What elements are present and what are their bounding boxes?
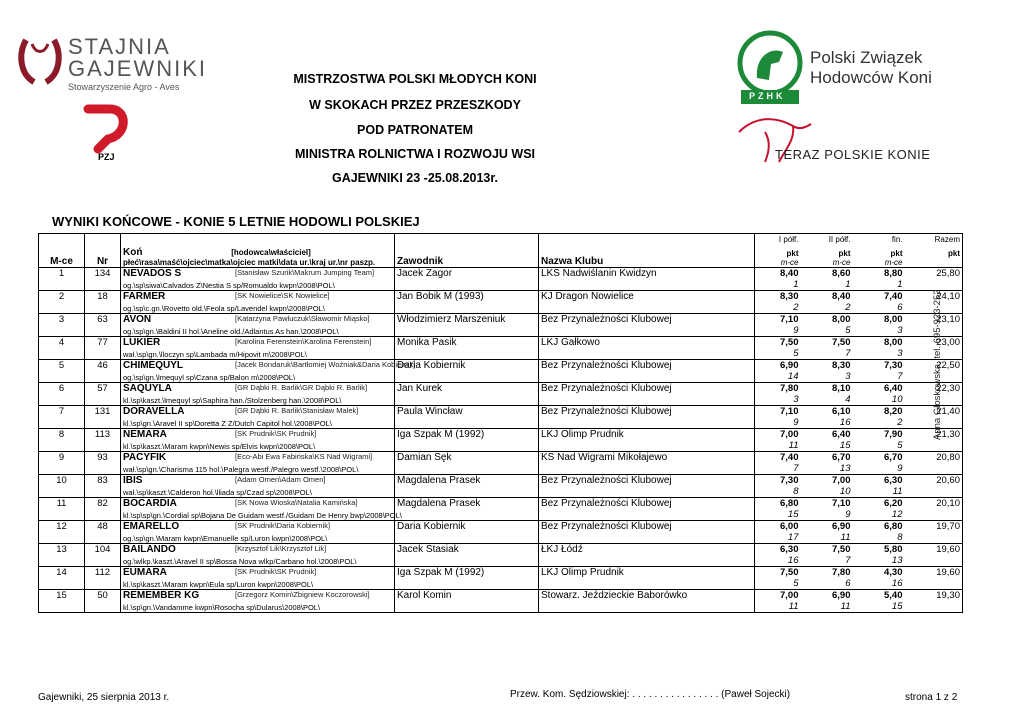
cell-number: 112 — [85, 567, 121, 590]
cell-number: 48 — [85, 521, 121, 544]
pzj-label: PZJ — [98, 152, 115, 162]
cell-score3: 5,40 — [853, 590, 905, 602]
horseshoe-icon — [18, 34, 62, 86]
cell-pedigree: kl.\sp\sp\gn.\Cordial sp\Bojana De Guidam westf./Guidam De Henry bwp\2008\POL\ — [121, 509, 395, 521]
header-hodowca: [hodowca\właściciel] — [231, 248, 311, 257]
cell-rank1: 9 — [755, 325, 801, 337]
cell-score1: 7,50 — [755, 337, 801, 349]
cell-score1: 8,40 — [755, 268, 801, 280]
cell-horse: SAQUYLA — [123, 383, 172, 394]
cell-owner: [Karolina Ferenstein\Karolina Ferenstein] — [235, 337, 372, 346]
cell-pedigree: og.\sp\c.gn.\Rovetto old.\Feola sp/Lavendel kwpn\2008\POL\ — [121, 302, 395, 314]
cell-horse: PACYFIK — [123, 452, 167, 463]
table-row — [39, 590, 963, 602]
cell-pedigree: kl.\sp\kaszt.\Maram kwpn\Newis sp/Elvis kwpn\2008\POL\ — [121, 440, 395, 452]
cell-score3: 7,40 — [853, 291, 905, 303]
cell-position: 3 — [39, 314, 85, 337]
table-row — [39, 498, 963, 510]
cell-rank2: 7 — [845, 555, 851, 566]
cell-rank1: 16 — [755, 555, 801, 567]
cell-club: Bez Przynależności Klubowej — [539, 498, 755, 521]
cell-rank1: 15 — [755, 509, 801, 521]
cell-total: 20,60 — [905, 475, 963, 487]
cell-score2: 6,40 — [801, 429, 853, 441]
cell-owner: [SK Prudnik\SK Prudnik] — [235, 429, 317, 438]
cell-rank2: 5 — [845, 325, 851, 336]
cell-rank2: 4 — [845, 394, 851, 405]
cell-club: KJ Dragon Nowielice — [539, 291, 755, 314]
cell-score3: 4,30 — [853, 567, 905, 579]
cell-club: Bez Przynależności Klubowej — [539, 521, 755, 544]
cell-score3: 6,70 — [853, 452, 905, 464]
table-row — [39, 291, 963, 303]
table-row — [39, 544, 963, 556]
stajnia-line1: STAJNIA — [68, 34, 171, 59]
footer-date: Gajewniki, 25 sierpnia 2013 r. — [38, 692, 170, 703]
footer-page: strona 1 z 2 — [905, 692, 958, 703]
table-row — [39, 452, 963, 464]
cell-club: LKS Nadwiślanin Kwidzyn — [539, 268, 755, 291]
cell-rank1: 11 — [755, 601, 801, 613]
header-r1: I półf. — [755, 234, 801, 245]
cell-position: 4 — [39, 337, 85, 360]
cell-score3: 8,00 — [853, 337, 905, 349]
pzj-emblem-icon — [80, 105, 135, 153]
cell-score2: 8,30 — [801, 360, 853, 372]
cell-rank1: 9 — [755, 417, 801, 429]
cell-club: Bez Przynależności Klubowej — [539, 475, 755, 498]
table-row — [39, 475, 963, 487]
cell-score2: 7,50 — [801, 544, 853, 556]
cell-score1: 6,30 — [755, 544, 801, 556]
cell-rank1: 7 — [755, 463, 801, 475]
cell-rank3: 16 — [891, 578, 903, 589]
pzj-logo — [80, 105, 135, 165]
cell-owner: [SK Nowa Wioska\Natalia Kamińska] — [235, 498, 358, 507]
cell-rider: Damian Sęk — [395, 452, 539, 475]
cell-score1: 7,10 — [755, 314, 801, 326]
cell-position: 1 — [39, 268, 85, 291]
cell-score3: 8,20 — [853, 406, 905, 418]
header-line2: W SKOKACH PRZEZ PRZESZKODY — [309, 98, 521, 112]
cell-score3: 8,00 — [853, 314, 905, 326]
table-row — [39, 383, 963, 395]
cell-total: 22,50 — [905, 360, 963, 372]
cell-rider: Paula Wincław — [395, 406, 539, 429]
table-row — [39, 567, 963, 579]
cell-owner: [Adam Omen\Adam Omen] — [235, 475, 326, 484]
cell-rider: Jan Bobik M (1993) — [395, 291, 539, 314]
cell-total: 19,70 — [905, 521, 963, 533]
cell-owner: [Grzegorz Komin\Zbigniew Koczorowski] — [235, 590, 370, 599]
cell-position: 12 — [39, 521, 85, 544]
cell-score1: 8,30 — [755, 291, 801, 303]
header-line1: MISTRZOSTWA POLSKI MŁODYCH KONI — [293, 72, 537, 86]
cell-score2: 8,40 — [801, 291, 853, 303]
header-zawodnik: Zawodnik — [395, 244, 539, 268]
cell-rider: Daria Kobiernik — [395, 521, 539, 544]
stajnia-gajewniki-logo — [18, 32, 208, 92]
cell-rank3: 3 — [897, 348, 903, 359]
pzhk-badge: PZHK — [749, 91, 786, 101]
cell-rider: Iga Szpak M (1992) — [395, 429, 539, 452]
header-pkt3: pkt — [890, 249, 903, 258]
cell-rider: Iga Szpak M (1992) — [395, 567, 539, 590]
cell-position: 7 — [39, 406, 85, 429]
cell-rank1: 5 — [755, 578, 801, 590]
table-row — [39, 521, 963, 533]
cell-pedigree: og.\sp\gn.\Maram kwpn\Emanuelle sp/Luron kwpn\2008\POL\ — [121, 532, 395, 544]
cell-rank3: 13 — [891, 555, 903, 566]
cell-total: 24,10 — [905, 291, 963, 303]
cell-score3: 7,90 — [853, 429, 905, 441]
cell-score2: 8,10 — [801, 383, 853, 395]
cell-rider: Magdalena Prasek — [395, 498, 539, 521]
cell-score2: 8,60 — [801, 268, 853, 280]
cell-horse: DORAVELLA — [123, 406, 185, 417]
cell-owner: [Stanisław Szurik\Makrum Jumping Team] — [235, 268, 375, 277]
cell-rank3: 3 — [897, 325, 903, 336]
cell-total: 23,10 — [905, 314, 963, 326]
cell-pedigree: og.\sp\gn.\lmequyl sp\Czana sp/Balon m\2008\POL\ — [121, 371, 395, 383]
header-pkt2: pkt — [838, 249, 851, 258]
cell-total: 25,80 — [905, 268, 963, 280]
cell-horse: NEMARA — [123, 429, 167, 440]
header-kon: Koń — [123, 247, 143, 258]
cell-horse: EMARELLO — [123, 521, 180, 532]
cell-number: 104 — [85, 544, 121, 567]
cell-number: 134 — [85, 268, 121, 291]
cell-rank2: 1 — [845, 279, 851, 290]
cell-score3: 6,30 — [853, 475, 905, 487]
cell-horse: CHIMEQUYL — [123, 360, 183, 371]
cell-rider: Włodzimierz Marszeniuk — [395, 314, 539, 337]
cell-score1: 7,80 — [755, 383, 801, 395]
cell-rank2: 6 — [845, 578, 851, 589]
cell-number: 50 — [85, 590, 121, 613]
cell-position: 14 — [39, 567, 85, 590]
cell-rank3: 10 — [891, 394, 903, 405]
teraz-polskie-konie-logo — [735, 112, 935, 172]
header-line4: MINISTRA ROLNICTWA I ROZWOJU WSI — [294, 147, 536, 161]
table-row — [39, 337, 963, 349]
cell-club: Stowarz. Jeździeckie Baborówko — [539, 590, 755, 613]
cell-rank1: 5 — [755, 348, 801, 360]
cell-position: 15 — [39, 590, 85, 613]
table-row — [39, 268, 963, 280]
cell-total: 19,60 — [905, 567, 963, 579]
cell-pedigree: wał.\sp\gn.\lloczyn sp\Lambada m/Hipovit m\2008\POL\ — [121, 348, 395, 360]
cell-rider: Jacek Stasiak — [395, 544, 539, 567]
cell-owner: [SK Prudnik\SK Prudnik] — [235, 567, 317, 576]
cell-horse: FARMER — [123, 291, 166, 302]
cell-position: 2 — [39, 291, 85, 314]
cell-score1: 6,90 — [755, 360, 801, 372]
cell-number: 46 — [85, 360, 121, 383]
cell-rider: Jacek Zagor — [395, 268, 539, 291]
table-row — [39, 406, 963, 418]
cell-position: 11 — [39, 498, 85, 521]
cell-rank3: 7 — [897, 371, 903, 382]
header-mce: M-ce — [39, 244, 85, 268]
cell-rank2: 11 — [801, 601, 853, 613]
cell-total: 21,40 — [905, 406, 963, 418]
cell-rank3: 1 — [897, 279, 903, 290]
cell-score1: 7,10 — [755, 406, 801, 418]
cell-club: Bez Przynależności Klubowej — [539, 383, 755, 406]
cell-total: 21,30 — [905, 429, 963, 441]
cell-rank2: 3 — [845, 371, 851, 382]
cell-rider: Monika Pasik — [395, 337, 539, 360]
cell-score1: 7,00 — [755, 590, 801, 602]
cell-total: 20,80 — [905, 452, 963, 464]
cell-rank2: 15 — [839, 440, 851, 451]
cell-owner: [Jacek Bondaruk\Bartłomiej Woźniak&Daria Kobiernik] — [235, 360, 416, 369]
cell-club: KS Nad Wigrami Mikołajewo — [539, 452, 755, 475]
cell-score2: 6,10 — [801, 406, 853, 418]
cell-horse: EUMARA — [123, 567, 167, 578]
table-row — [39, 429, 963, 441]
cell-horse: NEVADOS S — [123, 268, 182, 279]
footer-signature: Przew. Kom. Sędziowskiej: . . . . . . . . . . . . . . . . (Paweł Sojecki) — [510, 689, 791, 700]
cell-rank1: 8 — [755, 486, 801, 498]
cell-rank3: 9 — [897, 463, 903, 474]
cell-owner: [SK Prudnik\Daria Kobiernik] — [235, 521, 331, 530]
cell-pedigree: wał.\sp\gn.\Charisma 115 hol.\Palegra westf./Palegro westf.\2008\POL\ — [121, 463, 395, 475]
pzhk-line2: Hodowców Koni — [810, 68, 932, 87]
cell-rank3: 6 — [897, 302, 903, 313]
cell-number: 113 — [85, 429, 121, 452]
header-pedigree: płeć\rasa\maść\ojciec\matka\ojciec matki\data ur.\kraj ur.\nr paszp. — [121, 258, 395, 268]
cell-rank1: 2 — [755, 302, 801, 314]
cell-rank2: 10 — [839, 486, 851, 497]
cell-number: 57 — [85, 383, 121, 406]
header-pkt4: pkt — [905, 244, 963, 258]
cell-score1: 7,30 — [755, 475, 801, 487]
cell-rank3: 8 — [897, 532, 903, 543]
cell-pedigree: kl.\sp\kaszt.\Maram kwpn\Eula sp/Luron kwpn\2008\POL\ — [121, 578, 395, 590]
cell-rider: Magdalena Prasek — [395, 475, 539, 498]
cell-total: 19,30 — [905, 590, 963, 602]
cell-score3: 6,40 — [853, 383, 905, 395]
cell-rider: Daria Kobiernik — [395, 360, 539, 383]
cell-pedigree: kl.\sp\kaszt.\lmequyl sp\Saphira han./Stolzenberg han.\2008\POL\ — [121, 394, 395, 406]
cell-rank2: 16 — [839, 417, 851, 428]
pzhk-logo — [735, 28, 935, 108]
cell-horse: REMEMBER KG — [123, 590, 200, 601]
cell-score3: 5,80 — [853, 544, 905, 556]
cell-score2: 7,10 — [801, 498, 853, 510]
cell-horse: AVON — [123, 314, 152, 325]
header-nr: Nr — [85, 244, 121, 268]
header-razem: Razem — [905, 234, 963, 245]
table-row — [39, 360, 963, 372]
cell-rank3: 12 — [891, 509, 903, 520]
table-row — [39, 314, 963, 326]
cell-position: 5 — [39, 360, 85, 383]
header-klub: Nazwa Klubu — [539, 244, 755, 268]
cell-pedigree: kl.\sp\gn.\Aravel II sp\Doretta Z Z/Dutch Capitol hol.\2008\POL\ — [121, 417, 395, 429]
cell-score2: 7,00 — [801, 475, 853, 487]
header-mce2: m-ce — [801, 258, 853, 268]
header-r2: II półf. — [801, 234, 853, 245]
cell-club: LKJ Gałkowo — [539, 337, 755, 360]
cell-pedigree: og.\wlkp.\kaszt.\Aravel II sp\Bossa Nova wlkp/Carbano hol.\2008\POL\ — [121, 555, 395, 567]
cell-owner: [GR Dąbki R. Barlik\Stanisław Malek] — [235, 406, 359, 415]
cell-score2: 6,90 — [801, 521, 853, 533]
cell-rank2: 13 — [839, 463, 851, 474]
cell-score1: 7,00 — [755, 429, 801, 441]
cell-rank2: 7 — [845, 348, 851, 359]
cell-horse: IBIS — [123, 475, 143, 486]
cell-club: ŁKJ Łódź — [539, 544, 755, 567]
cell-owner: [Krzysztof Lik\Krzysztof Lik] — [235, 544, 327, 553]
stajnia-subtitle: Stowarzyszenie Agro - Aves — [68, 82, 180, 92]
cell-club: LKJ Olimp Prudnik — [539, 567, 755, 590]
cell-owner: [Katarzyna Pawluczuk\Sławomir Miąsko] — [235, 314, 370, 323]
cell-rank2: 9 — [845, 509, 851, 520]
header-line3: POD PATRONATEM — [357, 123, 473, 137]
cell-rider: Jan Kurek — [395, 383, 539, 406]
cell-score1: 7,40 — [755, 452, 801, 464]
cell-total: 22,30 — [905, 383, 963, 395]
cell-rank1: 17 — [755, 532, 801, 544]
cell-rank3: 11 — [892, 486, 903, 497]
cell-owner: [Eco-Abi Ewa Fabińska\KS Nad Wigrami] — [235, 452, 373, 461]
cell-score2: 7,80 — [801, 567, 853, 579]
side-contact: Anna Głoskowska, tel. 695-923-252 — [932, 289, 943, 440]
cell-score3: 8,80 — [853, 268, 905, 280]
cell-position: 10 — [39, 475, 85, 498]
cell-number: 63 — [85, 314, 121, 337]
cell-horse: BOCARDIA — [123, 498, 177, 509]
cell-total: 20,10 — [905, 498, 963, 510]
cell-position: 6 — [39, 383, 85, 406]
cell-score3: 7,30 — [853, 360, 905, 372]
cell-club: LKJ Olimp Prudnik — [539, 429, 755, 452]
cell-total: 19,60 — [905, 544, 963, 556]
cell-rank3: 2 — [897, 417, 903, 428]
teraz-label: TERAZ POLSKIE KONIE — [775, 147, 931, 162]
cell-rank1: 3 — [755, 394, 801, 406]
cell-club: Bez Przynależności Klubowej — [539, 360, 755, 383]
cell-total: 23,00 — [905, 337, 963, 349]
cell-horse: BAILANDO — [123, 544, 176, 555]
cell-number: 82 — [85, 498, 121, 521]
cell-number: 83 — [85, 475, 121, 498]
cell-club: Bez Przynależności Klubowej — [539, 406, 755, 429]
header-pkt1: pkt — [755, 244, 801, 258]
cell-rank1: 1 — [755, 279, 801, 291]
cell-score2: 6,70 — [801, 452, 853, 464]
header-r3: fin. — [853, 234, 905, 245]
cell-score1: 7,50 — [755, 567, 801, 579]
cell-number: 93 — [85, 452, 121, 475]
header-mce3: m-ce — [853, 258, 905, 268]
cell-pedigree: wał.\sp\kaszt.\Calderon hol.\lliada sp/Czad sp\2008\POL\ — [121, 486, 395, 498]
results-body — [39, 268, 963, 613]
cell-score1: 6,00 — [755, 521, 801, 533]
cell-score3: 6,80 — [853, 521, 905, 533]
cell-rank1: 14 — [755, 371, 801, 383]
cell-position: 8 — [39, 429, 85, 452]
cell-rank1: 11 — [755, 440, 801, 452]
cell-number: 18 — [85, 291, 121, 314]
cell-score2: 7,50 — [801, 337, 853, 349]
cell-score3: 6,20 — [853, 498, 905, 510]
cell-rank3: 15 — [853, 601, 905, 613]
cell-rank3: 5 — [897, 440, 903, 451]
cell-club: Bez Przynależności Klubowej — [539, 314, 755, 337]
header-mce1: m-ce — [755, 258, 801, 268]
cell-rider: Karol Komin — [395, 590, 539, 613]
stajnia-line2: GAJEWNIKI — [68, 56, 208, 81]
cell-score1: 6,80 — [755, 498, 801, 510]
results-table — [38, 233, 963, 613]
cell-owner: [GR Dąbki R. Barlik\GR Dąbki R. Barlik] — [235, 383, 368, 392]
cell-pedigree: og.\sp\gn.\Baldini II hol.\Aneline old./Adlantus As han.\2008\POL\ — [121, 325, 395, 337]
header-line5: GAJEWNIKI 23 -25.08.2013r. — [331, 171, 499, 185]
cell-pedigree: kl.\sp\gn.\Vandamme kwpn\Rosocha sp\Dularus\2008\POL\ — [121, 601, 395, 613]
pzhk-line1: Polski Związek — [810, 48, 923, 67]
cell-position: 13 — [39, 544, 85, 567]
cell-number: 131 — [85, 406, 121, 429]
cell-owner: [SK Nowielice\SK Nowielice] — [235, 291, 330, 300]
cell-number: 77 — [85, 337, 121, 360]
cell-score2: 6,90 — [801, 590, 853, 602]
cell-position: 9 — [39, 452, 85, 475]
cell-rank2: 2 — [845, 302, 851, 313]
cell-score2: 8,00 — [801, 314, 853, 326]
cell-horse: LUKIER — [123, 337, 161, 348]
results-title: WYNIKI KOŃCOWE - KONIE 5 LETNIE HODOWLI POLSKIEJ — [52, 214, 420, 229]
cell-rank2: 11 — [840, 532, 851, 543]
cell-pedigree: og.\sp\siwa\Calvados Z\Nestia S sp/Romualdo kwpn\2008\POL\ — [121, 279, 395, 291]
